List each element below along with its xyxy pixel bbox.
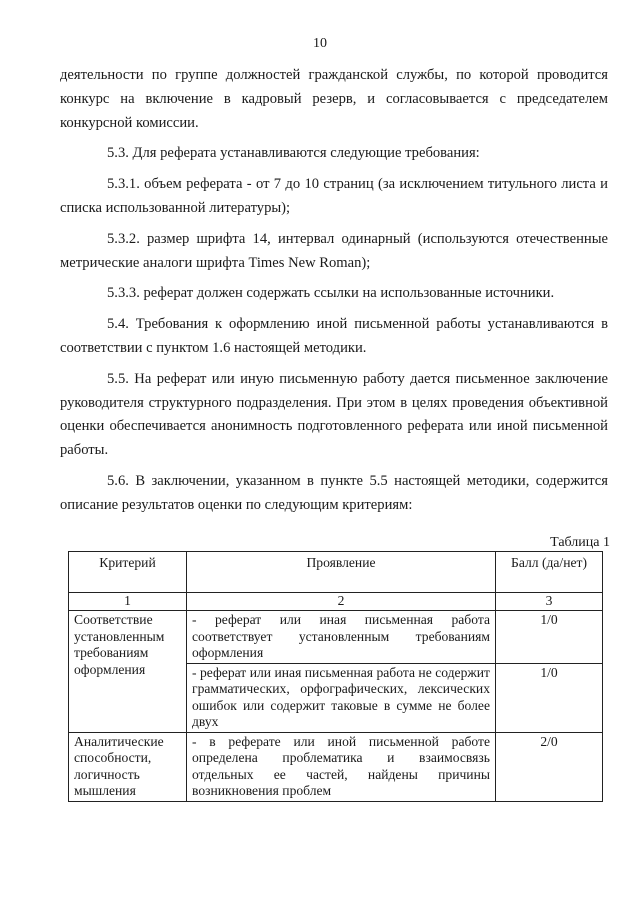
paragraph: 5.5. На реферат или иную письменную работу дается письменное заключение руководителя структурного подразделения. При этом в целях проведения объективной оценки обеспечивается анонимность подготовленного реферата или иной письменной работы. <box>60 370 608 459</box>
score-cell: 1/0 <box>496 611 603 664</box>
criterion-cell: Аналитические способности, логичность мышления <box>69 732 187 801</box>
manifestation-cell: - реферат или иная письменная работа соответствует установленным требованиям оформления <box>187 611 496 664</box>
paragraph: 5.3.2. размер шрифта 14, интервал одинарный (используются отечественные метрические аналоги шрифта Times New Roman); <box>60 230 608 271</box>
manifestation-cell: - в реферате или иной письменной работе определена проблематика и взаимосвязь отдельных ее частей, найдены причины возникновения проблем <box>187 732 496 801</box>
score-cell: 1/0 <box>496 663 603 732</box>
paragraph: 5.3.3. реферат должен содержать ссылки на использованные источники. <box>107 285 555 302</box>
criteria-table <box>68 551 603 802</box>
paragraph: 5.4. Требования к оформлению иной письменной работы устанавливаются в соответствии с пунктом 1.6 настоящей методики. <box>60 316 608 356</box>
manifestation-cell: - реферат или иная письменная работа не содержит грамматических, орфографических, лексических ошибок или содержит таковые в сумме не более двух <box>187 663 496 732</box>
score-cell: 2/0 <box>496 732 603 801</box>
paragraph: 5.3. Для реферата устанавливаются следующие требования: <box>107 145 480 162</box>
document-body <box>60 64 608 525</box>
page-number: 10 <box>313 36 327 51</box>
column-number: 2 <box>187 593 496 611</box>
paragraph: 5.3.1. объем реферата - от 7 до 10 страниц (за исключением титульного листа и списка использованной литературы); <box>60 176 608 216</box>
paragraph: 5.6. В заключении, указанном в пункте 5.5 настоящей методики, содержится описание результатов оценки по следующим критериям: <box>60 472 608 513</box>
header-criterion: Критерий <box>69 552 187 593</box>
column-number: 1 <box>69 593 187 611</box>
table-numbering-row <box>69 593 603 611</box>
table-caption: Таблица 1 <box>550 535 610 550</box>
table-header-row <box>69 552 603 593</box>
paragraph: деятельности по группе должностей гражданской службы, по которой проводится конкурс на включение в кадровый резерв, и согласовывается с председателем конкурсной комиссии. <box>60 67 608 131</box>
column-number: 3 <box>496 593 603 611</box>
criterion-cell: Соответствие установленным требованиям оформления <box>69 611 187 733</box>
table-row <box>69 732 603 801</box>
header-manifestation: Проявление <box>187 552 496 593</box>
table-row <box>69 611 603 664</box>
header-score: Балл (да/нет) <box>496 552 603 593</box>
